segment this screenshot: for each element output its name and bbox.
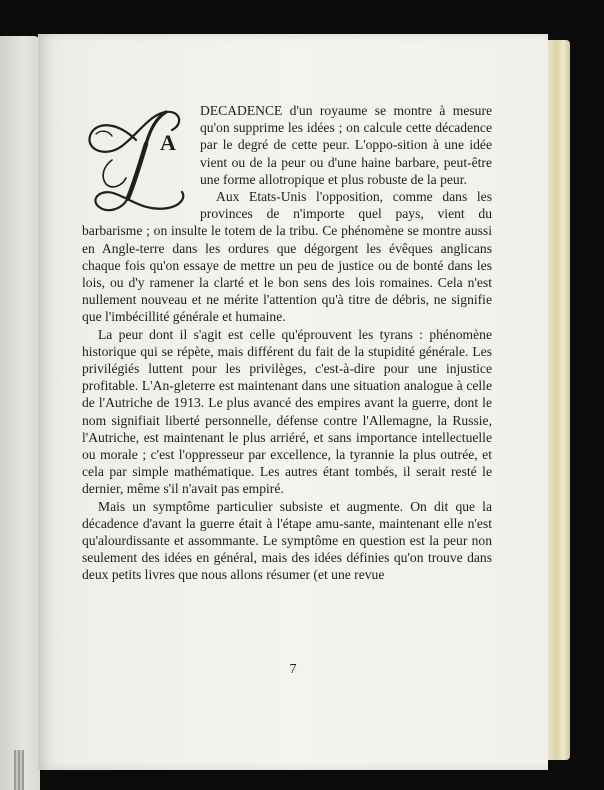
facing-page <box>0 36 40 790</box>
drop-cap-letter: A <box>160 130 176 155</box>
book-page <box>38 34 548 770</box>
paragraph-3: La peur dont il s'agit est celle qu'éprouvent les tyrans : phénomène historique qui se répète, mais différent du fait de la stupidité générale. Les privilégiés luttent pour les privilèges, c'est-à-dire pour une injustice profitable. L'An-gleterre est maintenant dans une situation analogue à celle de l'Autriche de 1913. Le plus avancé des empires avant la guerre, dont le nom signifiait liberté personnelle, défense contre l'Allemagne, la Russie, l'Autriche, est maintenant le plus arriéré, et sans importance intellectuelle ou morale ; c'est l'oppresseur par excellence, la tyrannie la plus outrée, et cela par simple mathématique. Les autres étant tombés, il serait resté le dernier, même s'il n'avait pas empiré. <box>82 326 492 497</box>
paragraph-1: DECADENCE d'un royaume se montre à mesure qu'on supprime les idées ; on calcule cette décadence par le degré de cette peur. L'oppo-sition à une idée vient ou de la peur ou d'une haine barbare, peut-être une forme allotropique et plus robuste de la peur. <box>200 103 492 187</box>
paragraph-4: Mais un symptôme particulier subsiste et augmente. On dit que la décadence d'avant la guerre était à l'étape amu-sante, maintenant elle n'est qu'alourdissante et assommante. Le symptôme en question est la peur non seulement des idées en général, mais des idées définies qu'on trouve dans deux petits livres que nous allons résumer (et une revue <box>82 498 492 583</box>
page-edges <box>548 40 570 760</box>
ornamental-l-icon <box>76 100 194 220</box>
ribbon-bookmark <box>14 750 24 790</box>
page-text <box>82 102 492 584</box>
paragraph-2: Aux Etats-Unis l'opposition, comme dans les provinces de n'importe quel pays, vient du barbarisme ; on insulte le totem de la tribu. Ce phénomène se montre aussi en Angle-terre dans les ordures que dégorgent les évêques anglicans chaque fois qu'on essaye de mettre un peu de justice ou de bonté dans les lois, ou d'y ramener la clarté et le bon sens des lois romaines. Cela n'est nullement nouveau et ne mérite l'attention qu'à titre de débris, ne signifie que l'imbécillité générale et humaine. <box>82 189 492 325</box>
ornamental-drop-cap <box>76 100 194 220</box>
page-number: 7 <box>289 662 297 677</box>
